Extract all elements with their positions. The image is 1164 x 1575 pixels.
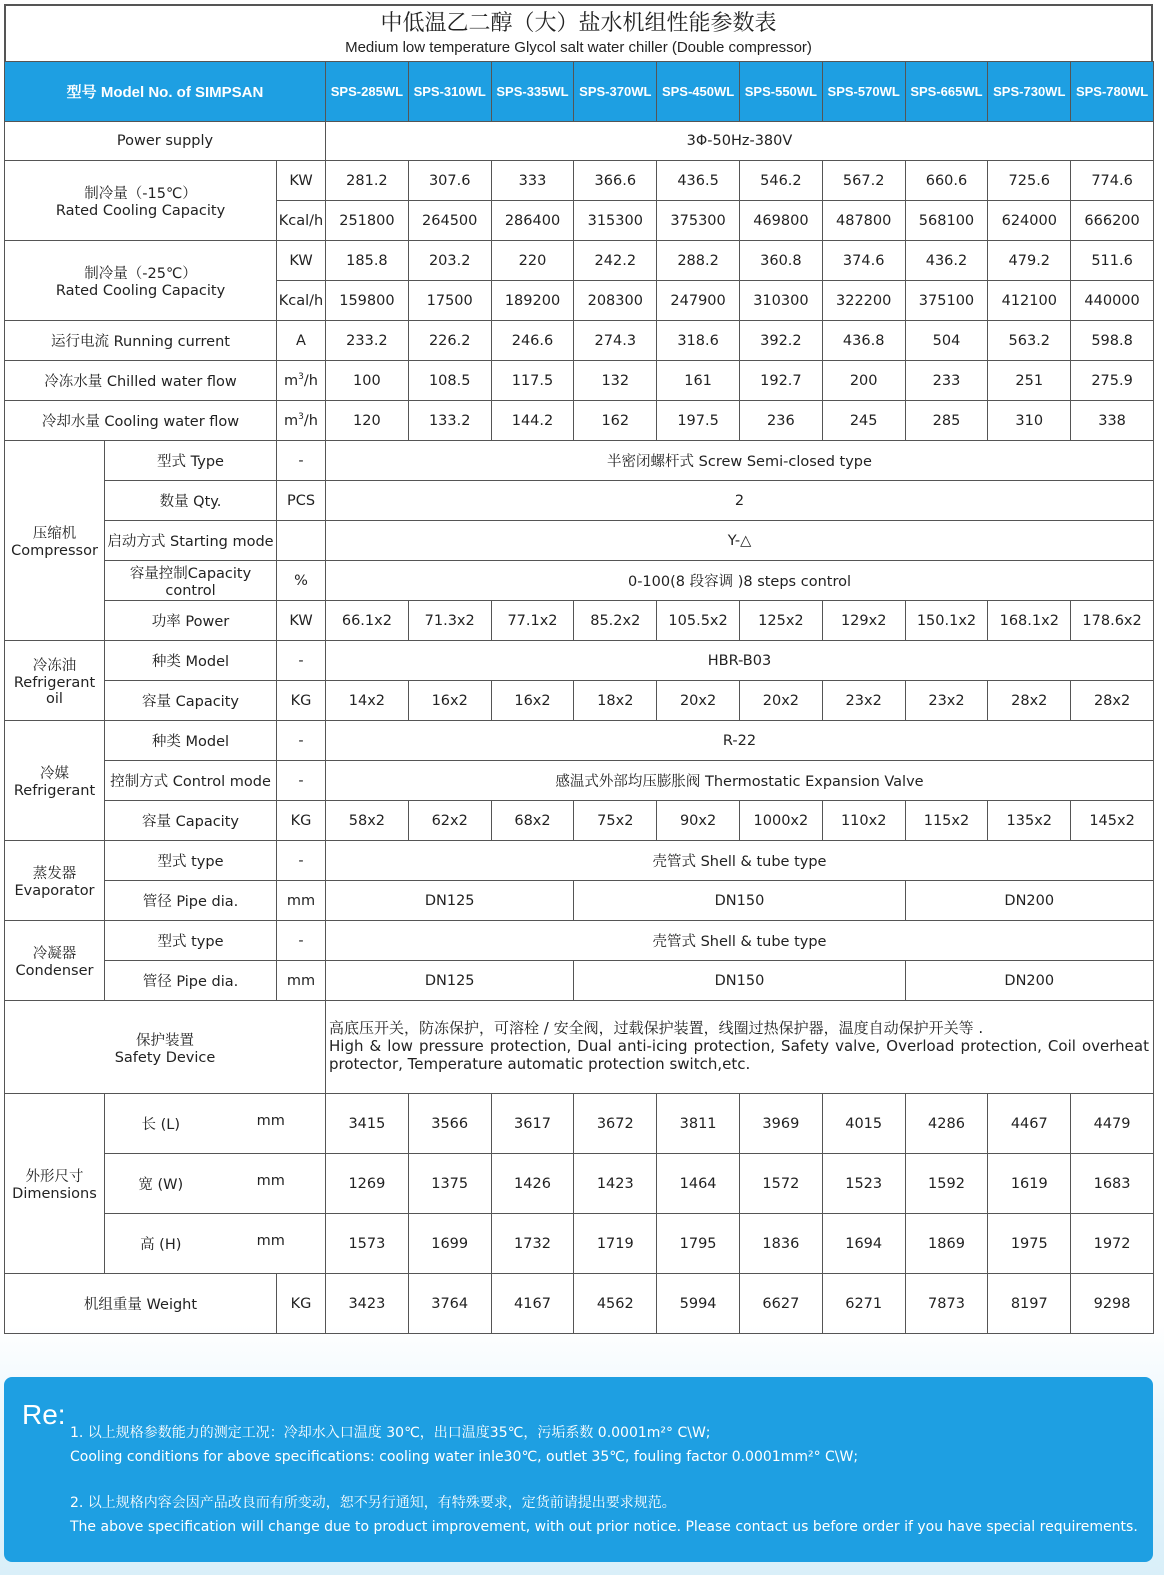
value-cell: 144.2 [491,401,574,441]
cooling-flow-label: 冷却水量 Cooling water flow [5,401,277,441]
model-cell: SPS-335WL [491,62,574,122]
value-cell: 14x2 [326,681,409,721]
model-cell: SPS-730WL [988,62,1071,122]
row-label: 种类 Model [105,641,277,681]
span-value-cell: 壳管式 Shell & tube type [326,841,1154,881]
dimensions-group-label [5,1094,105,1274]
value-cell: 666200 [1071,201,1154,241]
safety-label-cn: 保护装置 [136,1032,194,1049]
table-title [4,4,1153,61]
cooling-25-label-en: Rated Cooling Capacity [55,283,226,299]
value-cell: 660.6 [905,161,988,201]
unit-cell: - [277,761,326,801]
row-label: 容量控制Capacity control [105,561,277,601]
cooling-15-label-cn: 制冷量（-15℃） [84,186,197,202]
row-label: 容量 Capacity [105,801,277,841]
row-label: 控制方式 Control mode [105,761,277,801]
value-cell: 322200 [822,281,905,321]
table-row [5,122,1154,161]
row-label: 高 (H) [140,1237,182,1253]
note-1-en: Cooling conditions for above specifications: cooling water inle30℃, outlet 35℃, fouling factor 0.0001mm²° C\W; [70,1449,859,1465]
value-cell: 1683 [1071,1154,1154,1214]
oil-label-en: Refrigerant oil [13,675,96,707]
row-label: 型式 Type [105,441,277,481]
value-cell: 58x2 [326,801,409,841]
cooling-15-label [5,161,277,241]
value-cell: 318.6 [657,321,740,361]
unit-tail: /h [303,372,318,389]
model-cell: SPS-310WL [408,62,491,122]
value-cell: 281.2 [326,161,409,201]
value-cell: 375100 [905,281,988,321]
unit-cell: PCS [277,481,326,521]
value-cell: 75x2 [574,801,657,841]
value-cell: 469800 [739,201,822,241]
table-row [5,361,1154,401]
value-cell: 71.3x2 [408,601,491,641]
value-cell: 375300 [657,201,740,241]
value-cell: 307.6 [408,161,491,201]
unit-cell: KG [277,801,326,841]
evaporator-label-en: Evaporator [14,883,95,899]
value-cell: 203.2 [408,241,491,281]
oil-group-label [5,641,105,721]
dim-label-unit-cell [105,1154,326,1214]
dimensions-label-cn: 外形尺寸 [25,1169,84,1185]
evaporator-label-cn: 蒸发器 [32,866,77,882]
value-cell: 242.2 [574,241,657,281]
value-cell: 440000 [1071,281,1154,321]
value-cell: 23x2 [822,681,905,721]
unit-base: m [284,412,299,429]
value-cell: 3764 [408,1274,491,1334]
table-row [5,1001,1154,1094]
value-cell: 200 [822,361,905,401]
table-row [5,961,1154,1001]
value-cell: 5994 [657,1274,740,1334]
value-cell: 18x2 [574,681,657,721]
model-header-label: 型号 Model No. of SIMPSAN [5,62,326,122]
unit-cell: Kcal/h [277,281,326,321]
value-cell: 546.2 [739,161,822,201]
value-cell: 567.2 [822,161,905,201]
unit-base: m [284,372,299,389]
span-value-cell: Y-△ [326,521,1154,561]
note-2-en: The above specification will change due to product improvement, with out prior notice. Please contact us before order if you have special requirements. [70,1519,1138,1535]
span-value-cell: HBR-B03 [326,641,1154,681]
table-row [5,401,1154,441]
value-cell: 285 [905,401,988,441]
value-cell: 16x2 [491,681,574,721]
value-cell: 20x2 [739,681,822,721]
row-label: 数量 Qty. [105,481,277,521]
value-cell: 20x2 [657,681,740,721]
value-cell: 246.6 [491,321,574,361]
row-label: 管径 Pipe dia. [105,881,277,921]
value-cell: 3617 [491,1094,574,1154]
table-row [5,601,1154,641]
chilled-flow-label: 冷冻水量 Chilled water flow [5,361,277,401]
unit-superscript: 3 [298,412,304,423]
table-row [5,1094,1154,1154]
unit-cell: - [277,921,326,961]
value-cell: 135x2 [988,801,1071,841]
span-value-cell: 半密闭螺杆式 Screw Semi-closed type [326,441,1154,481]
value-cell: 1795 [657,1214,740,1274]
value-cell: 100 [326,361,409,401]
value-cell: 245 [822,401,905,441]
unit-cell: mm [277,961,326,1001]
value-cell: 115x2 [905,801,988,841]
value-cell: 120 [326,401,409,441]
value-cell: 511.6 [1071,241,1154,281]
unit-cell: KW [277,601,326,641]
value-cell: 6271 [822,1274,905,1334]
value-cell: 392.2 [739,321,822,361]
value-cell: 1269 [326,1154,409,1214]
value-cell: 197.5 [657,401,740,441]
value-cell: 504 [905,321,988,361]
model-cell: SPS-450WL [657,62,740,122]
value-cell: 1000x2 [739,801,822,841]
value-cell: 436.2 [905,241,988,281]
safety-text-en: High & low pressure protection, Dual anti-icing protection, Safety valve, Overload protection, Coil overheat protector, Temperature automatic protection switch,etc. [329,1037,1149,1073]
row-label: 宽 (W) [138,1177,184,1193]
value-cell: 125x2 [739,601,822,641]
value-cell: 161 [657,361,740,401]
value-cell: 624000 [988,201,1071,241]
unit-cell: KG [277,681,326,721]
value-cell: 1592 [905,1154,988,1214]
unit-cell: % [277,561,326,601]
value-cell: 1619 [988,1154,1071,1214]
value-cell: 150.1x2 [905,601,988,641]
value-cell: 310 [988,401,1071,441]
value-cell: 725.6 [988,161,1071,201]
value-cell: 4467 [988,1094,1071,1154]
table-row [5,641,1154,681]
value-cell: 1975 [988,1214,1071,1274]
note-2-cn: 2. 以上规格内容会因产品改良而有所变动，恕不另行通知，有特殊要求，定货前请提出要求规范。 [70,1495,676,1511]
evaporator-group-label [5,841,105,921]
table-row [5,481,1154,521]
table-row [5,881,1154,921]
unit-cell: mm [277,881,326,921]
value-cell: 1869 [905,1214,988,1274]
safety-label [5,1001,326,1094]
value-cell: 563.2 [988,321,1071,361]
cooling-25-label [5,241,277,321]
value-cell: 4015 [822,1094,905,1154]
condenser-label-cn: 冷凝器 [32,946,77,962]
header-row [5,62,1154,122]
value-cell: 23x2 [905,681,988,721]
value-cell: 226.2 [408,321,491,361]
unit-cell: KG [277,1274,326,1334]
value-cell: 90x2 [657,801,740,841]
row-label: 型式 type [105,841,277,881]
value-cell: 1572 [739,1154,822,1214]
note-1-cn: 1. 以上规格参数能力的测定工况：冷却水入口温度 30℃，出口温度35℃，污垢系数 0.0001m²° C\W; [70,1425,711,1441]
value-cell: 264500 [408,201,491,241]
value-cell: 16x2 [408,681,491,721]
value-cell: 9298 [1071,1274,1154,1334]
unit-label: mm [256,1113,285,1129]
value-cell: 85.2x2 [574,601,657,641]
unit-cell: A [277,321,326,361]
cooling-15-label-en: Rated Cooling Capacity [55,203,226,219]
value-cell: 568100 [905,201,988,241]
value-cell: 436.8 [822,321,905,361]
value-cell: 1699 [408,1214,491,1274]
unit-cell [277,401,326,441]
unit-label: mm [256,1233,285,1249]
table-row [5,561,1154,601]
value-cell: 189200 [491,281,574,321]
table-row [5,761,1154,801]
notes-body [70,1421,1138,1539]
cooling-25-label-cn: 制冷量（-25℃） [84,266,197,282]
value-cell: 133.2 [408,401,491,441]
compressor-label-en: Compressor [11,543,98,559]
model-cell: SPS-570WL [822,62,905,122]
safety-label-en: Safety Device [114,1049,216,1066]
value-cell: 4167 [491,1274,574,1334]
value-cell: 129x2 [822,601,905,641]
value-cell: 108.5 [408,361,491,401]
value-cell: 598.8 [1071,321,1154,361]
value-cell: 159800 [326,281,409,321]
span-value-cell: 0-100(8 段容调 )8 steps control [326,561,1154,601]
row-label: 型式 type [105,921,277,961]
model-cell: SPS-550WL [739,62,822,122]
value-cell: 7873 [905,1274,988,1334]
unit-tail: /h [303,412,318,429]
value-cell: 4286 [905,1094,988,1154]
value-cell: 436.5 [657,161,740,201]
table-row [5,161,1154,201]
table-row [5,841,1154,881]
value-cell: 6627 [739,1274,822,1334]
power-supply-value: 3Φ-50Hz-380V [326,122,1154,161]
value-cell: 338 [1071,401,1154,441]
value-cell: 110x2 [822,801,905,841]
unit-label: mm [256,1173,285,1189]
row-label: 功率 Power [105,601,277,641]
value-cell: 288.2 [657,241,740,281]
value-cell: 68x2 [491,801,574,841]
notes-heading: Re: [22,1399,66,1430]
value-cell: 233.2 [326,321,409,361]
span-value-cell: R-22 [326,721,1154,761]
value-cell: 117.5 [491,361,574,401]
value-cell: 168.1x2 [988,601,1071,641]
pipe-dia-cell: DN150 [574,961,905,1001]
value-cell: 236 [739,401,822,441]
table-row [5,1154,1154,1214]
value-cell: 3415 [326,1094,409,1154]
refrigerant-group-label [5,721,105,841]
pipe-dia-cell: DN200 [905,961,1153,1001]
title-english: Medium low temperature Glycol salt water chiller (Double compressor) [345,39,812,56]
weight-label: 机组重量 Weight [5,1274,277,1334]
unit-cell [277,521,326,561]
table-row [5,1274,1154,1334]
value-cell: 247900 [657,281,740,321]
value-cell: 77.1x2 [491,601,574,641]
span-value-cell: 壳管式 Shell & tube type [326,921,1154,961]
value-cell: 145x2 [1071,801,1154,841]
value-cell: 310300 [739,281,822,321]
unit-cell: - [277,641,326,681]
value-cell: 251 [988,361,1071,401]
unit-cell: Kcal/h [277,201,326,241]
value-cell: 1836 [739,1214,822,1274]
value-cell: 66.1x2 [326,601,409,641]
unit-cell: KW [277,241,326,281]
table-row [5,321,1154,361]
table-row [5,921,1154,961]
value-cell: 479.2 [988,241,1071,281]
notes-spacer [70,1469,1138,1491]
pipe-dia-cell: DN150 [574,881,905,921]
table-row [5,441,1154,481]
value-cell: 275.9 [1071,361,1154,401]
value-cell: 1694 [822,1214,905,1274]
pipe-dia-cell: DN125 [326,881,574,921]
condenser-label-en: Condenser [15,963,94,979]
value-cell: 412100 [988,281,1071,321]
refrigerant-label-cn: 冷媒 [40,766,69,782]
table-row [5,801,1154,841]
value-cell: 1523 [822,1154,905,1214]
value-cell: 28x2 [988,681,1071,721]
model-cell: SPS-780WL [1071,62,1154,122]
value-cell: 1719 [574,1214,657,1274]
value-cell: 178.6x2 [1071,601,1154,641]
condenser-group-label [5,921,105,1001]
value-cell: 233 [905,361,988,401]
safety-text-cn: 高底压开关，防冻保护，可溶栓 / 安全阀，过载保护装置，线圈过热保护器，温度自动保护开关等 . [329,1019,984,1037]
value-cell: 274.3 [574,321,657,361]
model-cell: SPS-665WL [905,62,988,122]
value-cell: 1426 [491,1154,574,1214]
unit-cell [277,361,326,401]
value-cell: 3811 [657,1094,740,1154]
value-cell: 333 [491,161,574,201]
value-cell: 487800 [822,201,905,241]
title-chinese: 中低温乙二醇（大）盐水机组性能参数表 [380,11,777,36]
value-cell: 8197 [988,1274,1071,1334]
value-cell: 251800 [326,201,409,241]
pipe-dia-cell: DN200 [905,881,1153,921]
value-cell: 315300 [574,201,657,241]
dimensions-label-en: Dimensions [12,1186,97,1202]
running-current-label: 运行电流 Running current [5,321,277,361]
value-cell: 374.6 [822,241,905,281]
unit-superscript: 3 [298,372,304,383]
value-cell: 286400 [491,201,574,241]
refrigerant-label-en: Refrigerant [13,783,96,799]
oil-label-cn: 冷冻油 [32,658,77,674]
notes-panel [4,1377,1153,1562]
value-cell: 1423 [574,1154,657,1214]
value-cell: 4479 [1071,1094,1154,1154]
value-cell: 1972 [1071,1214,1154,1274]
value-cell: 17500 [408,281,491,321]
table-row [5,721,1154,761]
value-cell: 105.5x2 [657,601,740,641]
compressor-label-cn: 压缩机 [32,526,77,542]
unit-cell: - [277,721,326,761]
unit-cell: - [277,441,326,481]
safety-value [326,1001,1154,1094]
dim-label-unit-cell [105,1214,326,1274]
value-cell: 192.7 [739,361,822,401]
compressor-group-label [5,441,105,641]
row-label: 长 (L) [141,1117,180,1133]
spec-table [4,61,1154,1334]
value-cell: 1375 [408,1154,491,1214]
value-cell: 3423 [326,1274,409,1334]
value-cell: 3566 [408,1094,491,1154]
value-cell: 185.8 [326,241,409,281]
value-cell: 1464 [657,1154,740,1214]
table-row [5,681,1154,721]
row-label: 容量 Capacity [105,681,277,721]
value-cell: 220 [491,241,574,281]
value-cell: 4562 [574,1274,657,1334]
model-cell: SPS-285WL [326,62,409,122]
value-cell: 62x2 [408,801,491,841]
value-cell: 132 [574,361,657,401]
pipe-dia-cell: DN125 [326,961,574,1001]
unit-cell: KW [277,161,326,201]
value-cell: 208300 [574,281,657,321]
row-label: 种类 Model [105,721,277,761]
table-row [5,241,1154,281]
unit-cell: - [277,841,326,881]
value-cell: 1573 [326,1214,409,1274]
value-cell: 360.8 [739,241,822,281]
dim-label-unit-cell [105,1094,326,1154]
table-row [5,1214,1154,1274]
value-cell: 28x2 [1071,681,1154,721]
power-supply-label: Power supply [5,122,326,161]
span-value-cell: 2 [326,481,1154,521]
row-label: 管径 Pipe dia. [105,961,277,1001]
value-cell: 774.6 [1071,161,1154,201]
span-value-cell: 感温式外部均压膨胀阀 Thermostatic Expansion Valve [326,761,1154,801]
row-label: 启动方式 Starting mode [105,521,277,561]
value-cell: 3672 [574,1094,657,1154]
value-cell: 3969 [739,1094,822,1154]
table-row [5,521,1154,561]
value-cell: 1732 [491,1214,574,1274]
value-cell: 162 [574,401,657,441]
model-cell: SPS-370WL [574,62,657,122]
value-cell: 366.6 [574,161,657,201]
